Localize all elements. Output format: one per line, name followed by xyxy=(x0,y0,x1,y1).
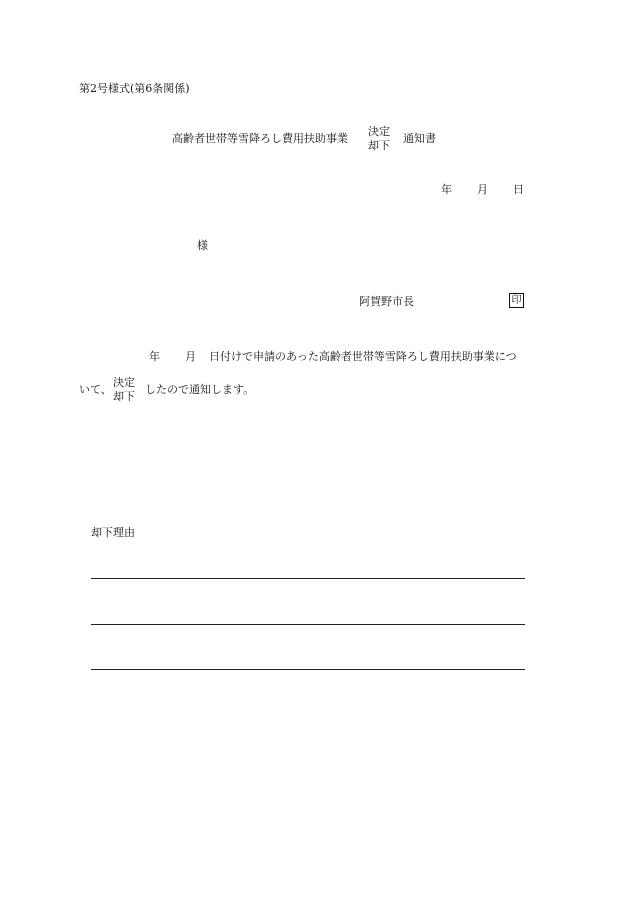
reason-line-3 xyxy=(91,669,525,670)
body-line-1 xyxy=(149,351,517,362)
title-option-approve: 決定 xyxy=(368,125,390,138)
body-option-approve: 決定 xyxy=(113,376,135,389)
title-decision-options xyxy=(368,126,390,151)
body-month: 月 xyxy=(185,350,196,363)
document-title: 高齢者世帯等雪降ろし費用扶助事業 xyxy=(172,132,348,145)
title-option-reject: 却下 xyxy=(368,139,390,152)
issue-date xyxy=(441,184,524,195)
form-number: 第2号様式(第6条関係) xyxy=(79,82,190,95)
reason-line-1 xyxy=(91,578,525,579)
date-month: 月 xyxy=(477,183,488,196)
addressee-honorific: 様 xyxy=(197,239,208,252)
body-line-2-suffix: したので通知します。 xyxy=(145,383,255,396)
body-text-1: 日付けで申請のあった高齢者世帯等雪降ろし費用扶助事業につ xyxy=(209,350,517,363)
issuer-name: 阿賀野市長 xyxy=(359,295,414,308)
body-line-2-prefix: いて、 xyxy=(79,383,112,396)
body-year: 年 xyxy=(149,350,160,363)
rejection-reason-label: 却下理由 xyxy=(91,526,135,539)
date-day: 日 xyxy=(513,183,524,196)
reason-line-2 xyxy=(91,624,525,625)
body-option-reject: 却下 xyxy=(113,390,135,403)
date-year: 年 xyxy=(441,183,452,196)
title-suffix: 通知書 xyxy=(403,132,436,145)
body-decision-options xyxy=(113,377,135,402)
seal-box: 印 xyxy=(509,293,524,308)
